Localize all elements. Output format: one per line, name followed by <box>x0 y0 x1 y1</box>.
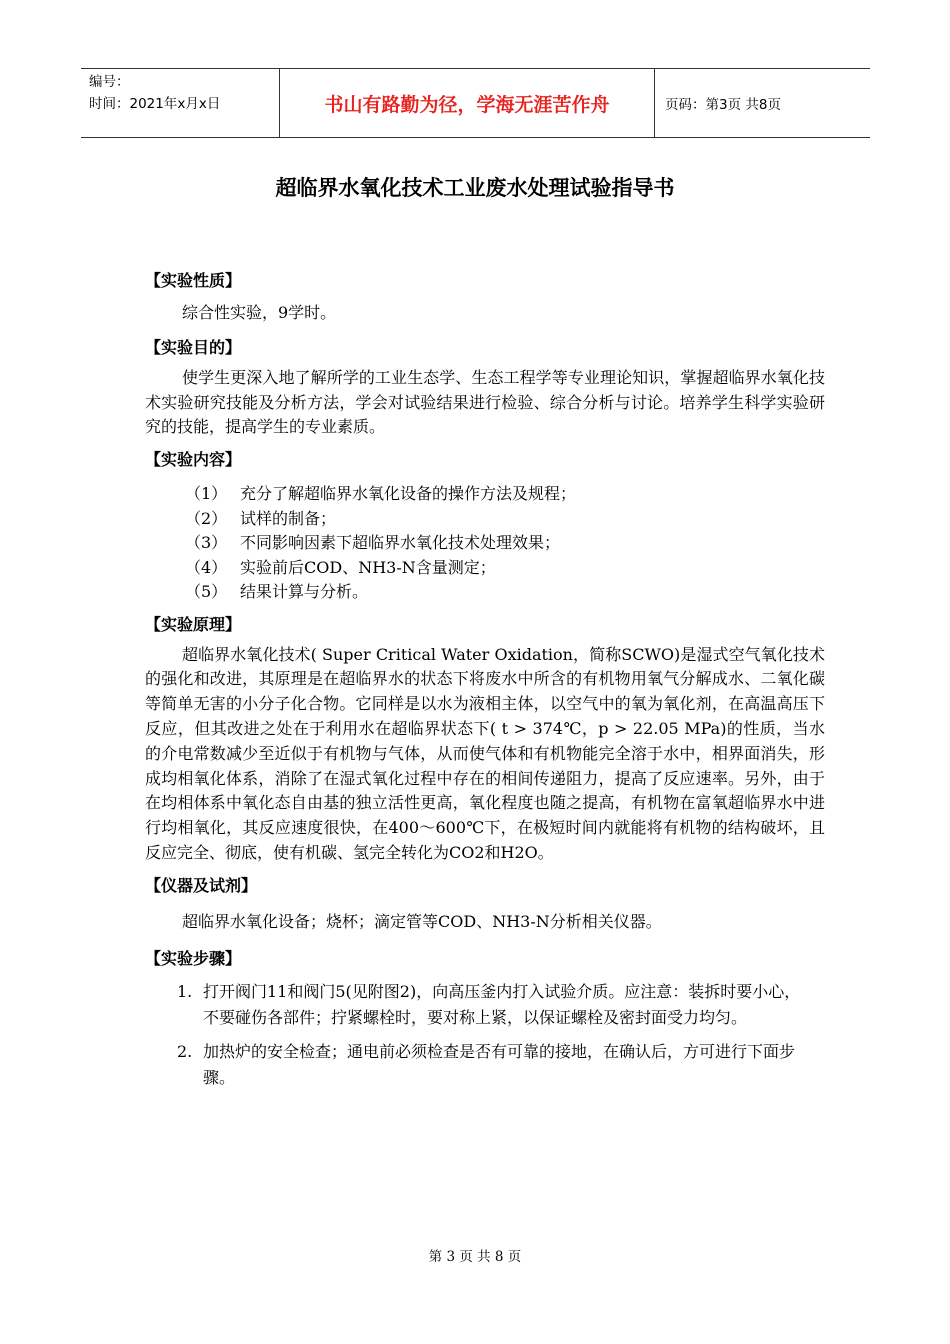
step-number: 2. <box>177 1041 193 1061</box>
list-number: （2） <box>185 508 228 528</box>
document-body <box>145 267 825 1091</box>
list-text: 试样的制备； <box>240 508 337 528</box>
list-number: （3） <box>185 533 228 553</box>
heading-purpose: 【实验目的】 <box>145 337 242 357</box>
principle-text: 超临界水氧化技术( Super Critical Water Oxidation，简称SCWO)是湿式空气氧化技术的强化和改进，其原理是在超临界水的状态下将废水中所含的有机物用氧气分解成水、二氧化碳等简单无害的小分子化合物。它同样是以水为液相主体，以空气中的氧为氧化剂，在高温高压下反应，但其改进之处在于利用水在超临界状态下( t > 374℃，p > 22.05 MPa)的性质，当水的介电常数减少至近似于有机物与气体，从而使气体和有机物能完全溶于水中，相界面消失，形成均相氧化体系，消除了在湿式氧化过程中存在的相间传递阻力，提高了反应速率。另外，由于在均相体系中氧化态自由基的独立活性更高，氧化程度也随之提高，有机物在富氧超临界水中进行均相氧化，其反应速度很快，在400～600℃下，在极短时间内就能将有机物的结构破坏，且反应完全、彻底，使有机碳、氢完全转化为CO2和H2O。 <box>145 644 825 863</box>
number-label: 编号： <box>89 74 130 90</box>
document-title: 超临界水氧化技术工业废水处理试验指导书 <box>275 176 675 200</box>
list-text: 实验前后COD、NH3-N含量测定； <box>240 557 496 577</box>
page-header <box>81 68 870 138</box>
step-number: 1. <box>177 981 193 1001</box>
nature-text: 综合性实验，9学时。 <box>182 303 337 322</box>
list-item <box>145 531 825 556</box>
heading-steps: 【实验步骤】 <box>145 948 242 968</box>
list-number: （5） <box>185 582 228 602</box>
list-item <box>145 979 803 1031</box>
header-meta <box>81 69 280 137</box>
page-footer: 第 3 页 共 8 页 <box>428 1249 522 1265</box>
list-text: 不同影响因素下超临界水氧化技术处理效果； <box>240 533 561 553</box>
list-item <box>145 1039 803 1091</box>
list-item <box>145 482 825 507</box>
list-item <box>145 556 825 581</box>
step-text: 打开阀门11和阀门5(见附图2)，向高压釜内打入试验介质。应注意：装拆时要小心，不要碰伤各部件；拧紧螺栓时，要对称上紧，以保证螺栓及密封面受力均匀。 <box>203 981 801 1027</box>
instruments-text: 超临界水氧化设备；烧杯；滴定管等COD、NH3-N分析相关仪器。 <box>182 911 662 931</box>
heading-instruments: 【仪器及试剂】 <box>145 875 258 895</box>
heading-principle: 【实验原理】 <box>145 614 242 634</box>
purpose-text: 使学生更深入地了解所学的工业生态学、生态工程学等专业理论知识，掌握超临界水氧化技术实验研究技能及分析方法，学会对试验结果进行检验、综合分析与讨论。培养学生科学实验研究的技能，提高学生的专业素质。 <box>145 367 825 437</box>
date-label: 时间：2021年x月x日 <box>89 96 221 112</box>
steps-list <box>145 979 825 1091</box>
list-text: 结果计算与分析。 <box>240 582 369 602</box>
heading-nature: 【实验性质】 <box>145 271 242 290</box>
heading-content: 【实验内容】 <box>145 450 242 470</box>
list-number: （1） <box>185 484 228 504</box>
header-page-info: 页码：第3页 共8页 <box>665 97 781 113</box>
step-text: 加热炉的安全检查；通电前必须检查是否有可靠的接地，在确认后，方可进行下面步骤。 <box>203 1041 796 1087</box>
list-number: （4） <box>185 557 228 577</box>
header-motto: 书山有路勤为径，学海无涯苦作舟 <box>280 69 655 137</box>
content-list <box>145 482 825 605</box>
list-text: 充分了解超临界水氧化设备的操作方法及规程； <box>240 484 577 504</box>
list-item <box>145 580 825 605</box>
list-item <box>145 507 825 532</box>
